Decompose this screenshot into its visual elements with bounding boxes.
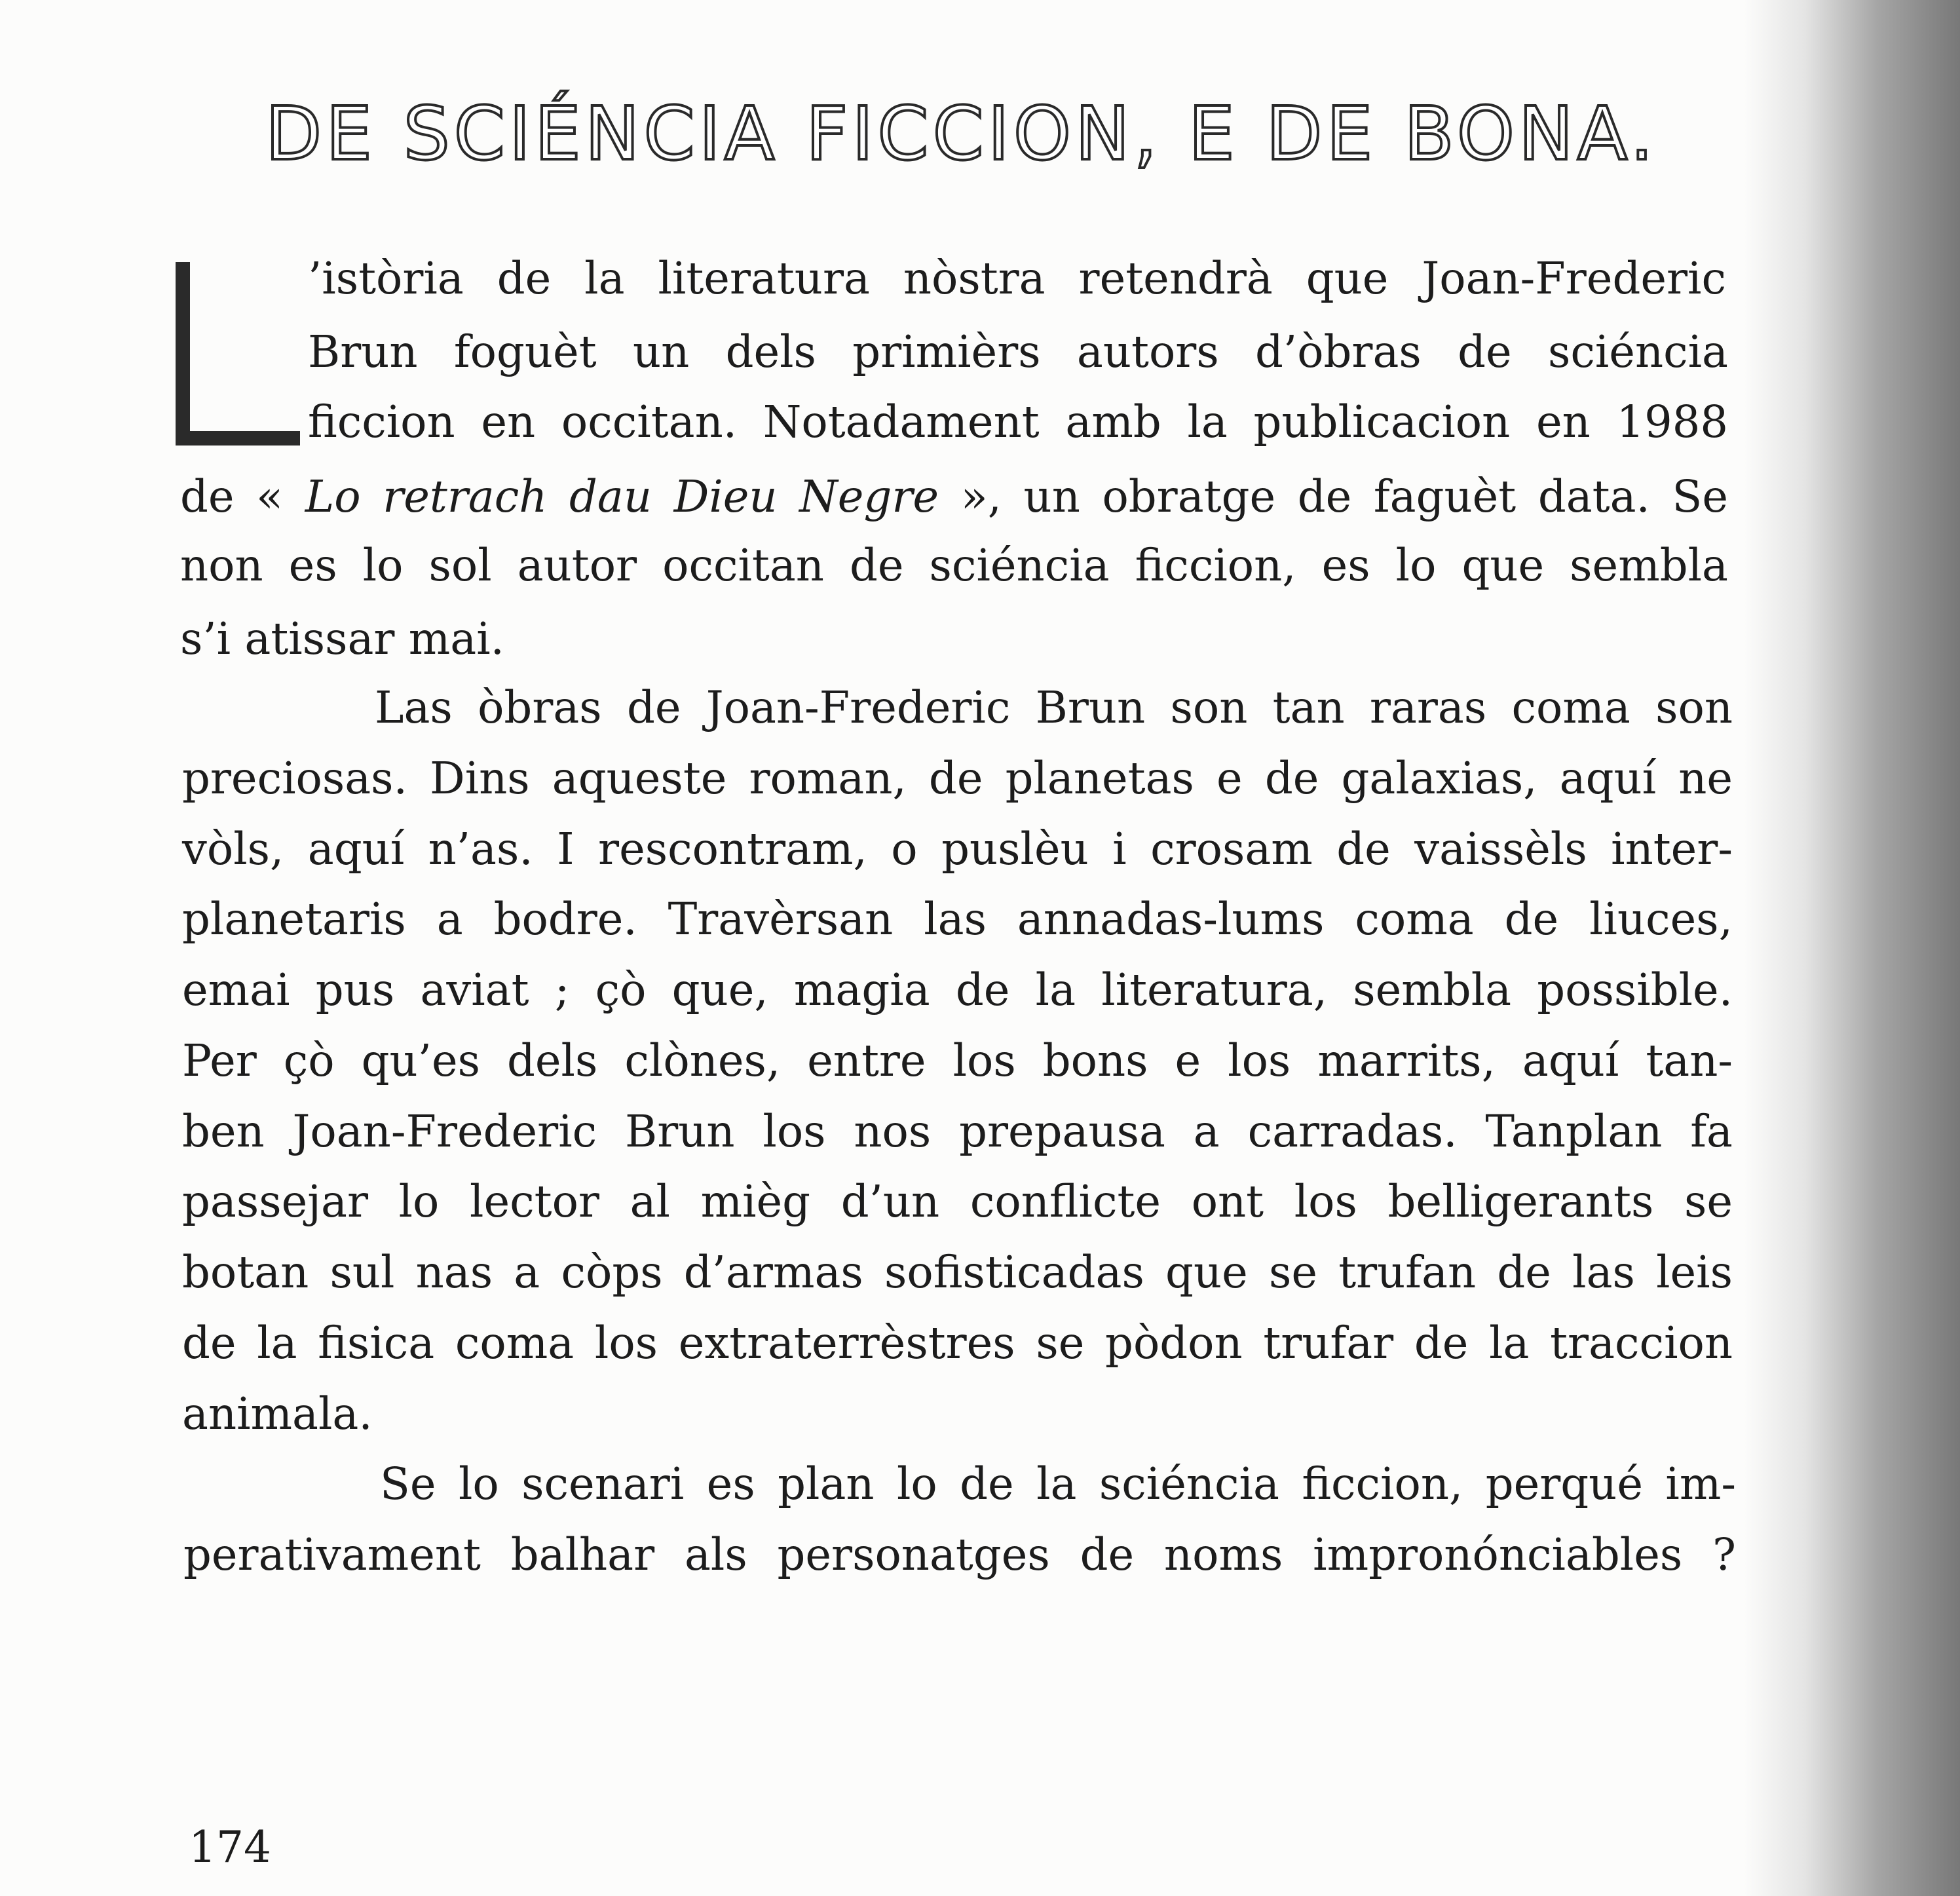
text-line: ’istòria de la literatura nòstra retendrà que Joan-Frederic — [308, 253, 1726, 304]
spine-shadow — [1744, 0, 1960, 1896]
drop-cap-base — [176, 431, 300, 446]
text-line: Se lo scenari es plan lo de la sciéncia ficcion, perqué im- — [380, 1458, 1736, 1509]
text-line: s’i atissar mai. — [180, 613, 504, 664]
text-line: Brun foguèt un dels primièrs autors d’òbras de sciéncia — [308, 326, 1728, 377]
line-rest: un obratge de faguèt data. Se — [1023, 471, 1728, 522]
text-line: animala. — [182, 1388, 373, 1439]
text-line: botan sul nas a còps d’armas sofisticadas que se trufan de las leis — [182, 1247, 1733, 1298]
text-line: ficcion en occitan. Notadament amb la publicacion en 1988 — [308, 396, 1728, 447]
text-line: de la fisica coma los extraterrèstres se pòdon trufar de la traccion — [182, 1318, 1733, 1369]
text-line: perativament balhar als personatges de noms impronónciables ? — [183, 1529, 1736, 1580]
text-line: ben Joan-Frederic Brun los nos prepausa a carradas. Tanplan fa — [182, 1106, 1733, 1157]
text-line: non es lo sol autor occitan de sciéncia ficcion, es lo que sembla — [180, 540, 1728, 591]
text-line: preciosas. Dins aqueste roman, de planetas e de galaxias, aquí ne — [182, 753, 1733, 804]
text-line: passejar lo lector al mièg d’un conflicte ont los belligerants se — [182, 1176, 1733, 1227]
chapter-title: DE SCIÉNCIA FICCION, E DE BONA. — [265, 92, 1657, 177]
drop-cap-stem — [176, 262, 190, 446]
text-line: Per çò qu’es dels clònes, entre los bons e los marrits, aquí tan- — [182, 1035, 1733, 1086]
book-title-italic: Lo retrach dau Dieu Negre — [305, 471, 939, 522]
text-line: Las òbras de Joan-Frederic Brun son tan raras coma son — [375, 682, 1733, 733]
line-suffix: », — [939, 471, 1024, 522]
drop-cap — [176, 262, 300, 446]
text-line: planetaris a bodre. Travèrsan las annadas-lums coma de liuces, — [182, 894, 1733, 945]
text-line: vòls, aquí n’as. I rescontram, o puslèu i crosam de vaissèls inter- — [182, 824, 1733, 875]
text-line — [180, 470, 1728, 523]
line-prefix: de « — [180, 471, 305, 522]
text-line: emai pus aviat ; çò que, magia de la literatura, sembla possible. — [182, 964, 1733, 1015]
page-number: 174 — [189, 1822, 271, 1872]
